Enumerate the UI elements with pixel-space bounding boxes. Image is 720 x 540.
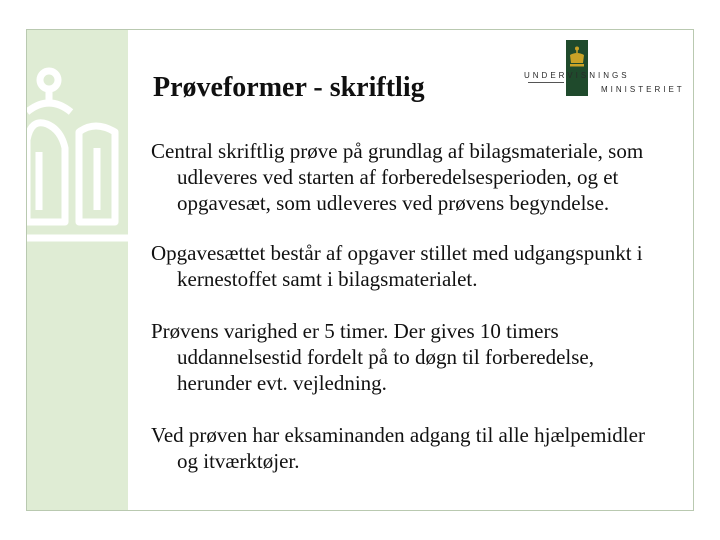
paragraph-2: Opgavesættet består af opgaver stillet med udgangspunkt i kernestoffet samt i bilagsmaterialet. <box>151 241 643 291</box>
slide-title: Prøveformer - skriftlig <box>153 72 425 103</box>
logo-word-1: UNDERVISNINGS <box>524 71 630 80</box>
crown-icon <box>568 46 586 68</box>
logo-rule-left <box>528 82 564 83</box>
sidebar-panel <box>27 30 128 510</box>
paragraph-4: Ved prøven har eksaminanden adgang til alle hjælpemidler og itværktøjer. <box>151 423 645 473</box>
ministry-logo <box>524 40 684 104</box>
crown-watermark-icon <box>27 52 128 252</box>
paragraph-1: Central skriftlig prøve på grundlag af bilagsmateriale, som udleveres ved starten af forberedelsesperioden, og et opgavesæt, som udleveres ved prøvens begyndelse. <box>151 139 644 215</box>
paragraph-3: Prøvens varighed er 5 timer. Der gives 10 timers uddannelsestid fordelt på to døgn til forberedelse, herunder evt. vejledning. <box>151 319 594 395</box>
logo-emblem <box>566 40 588 96</box>
slide-body <box>151 138 671 474</box>
logo-word-2: MINISTERIET <box>601 85 685 94</box>
